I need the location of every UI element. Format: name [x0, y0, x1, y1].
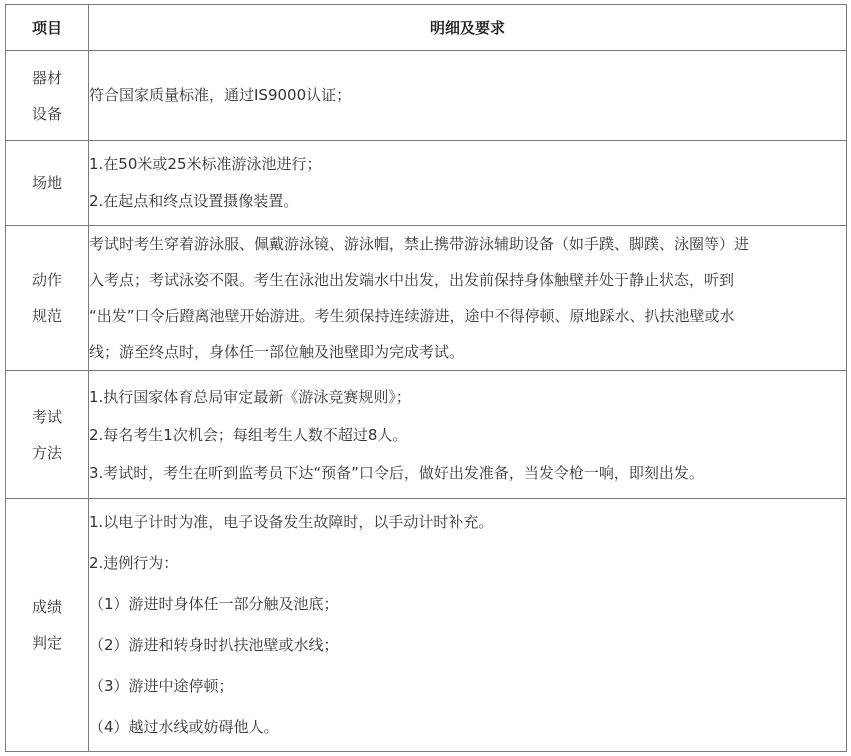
item-cell-method: [6, 371, 89, 499]
item-label-line: 设备: [31, 104, 62, 123]
header-detail: 明细及要求: [89, 5, 847, 51]
item-label-line: 判定: [31, 634, 62, 652]
item-label-line: 场地: [31, 174, 62, 192]
table-row-equipment: [6, 51, 847, 141]
table-row-action: [6, 226, 847, 371]
table-row-method: [6, 371, 847, 499]
detail-line: 线；游至终点时，身体任一部位触及池壁即为完成考试。: [89, 343, 465, 361]
detail-cell-action: [89, 226, 847, 371]
item-label-line: 方法: [31, 443, 62, 462]
detail-line: 考试时考生穿着游泳服、佩戴游泳镜、游泳帽，禁止携带游泳辅助设备（如手蹼、脚蹼、泳圈等）进: [89, 235, 750, 253]
item-label-line: 成绩: [31, 598, 62, 616]
detail-line: 3.考试时，考生在听到监考员下达“预备”口令后，做好出发准备，当发令枪一响，即刻出发。: [89, 463, 704, 482]
item-label-line: 动作: [31, 271, 62, 289]
requirements-table: [5, 4, 847, 752]
detail-line: （3）游进中途停顿；: [89, 677, 234, 695]
detail-cell-method: [89, 371, 847, 499]
detail-line: 入考点；考试泳姿不限。考生在泳池出发端水中出发，出发前保持身体触壁并处于静止状态，听到: [89, 271, 735, 289]
detail-line: 1.执行国家体育总局审定最新《游泳竞赛规则》；: [89, 387, 411, 406]
detail-line: “出发”口令后蹬离池壁开始游进。考生须保持连续游进，途中不得停顿、原地踩水、扒扶池壁或水: [89, 307, 735, 325]
detail-cell-equipment: [89, 51, 847, 141]
item-label-line: 器材: [31, 68, 62, 87]
detail-line: （2）游进和转身时扒扶池壁或水线；: [89, 636, 339, 654]
detail-line: 2.在起点和终点设置摄像装置。: [89, 192, 299, 210]
item-cell-judging: [6, 499, 89, 752]
header-item: 项目: [6, 5, 89, 51]
table-row-judging: [6, 499, 847, 752]
detail-line: （4）越过水线或妨碍他人。: [89, 718, 279, 736]
detail-line: 2.每名考生1次机会；每组考生人数不超过8人。: [89, 425, 408, 444]
item-cell-venue: [6, 141, 89, 226]
table-row-venue: [6, 141, 847, 226]
item-label-line: 规范: [31, 307, 62, 325]
detail-line: 2.违例行为：: [89, 554, 179, 572]
detail-line: 1.以电子计时为准，电子设备发生故障时，以手动计时补充。: [89, 513, 494, 531]
table-header-row: [6, 5, 847, 51]
detail-cell-venue: [89, 141, 847, 226]
item-label-line: 考试: [31, 407, 62, 426]
item-cell-equipment: [6, 51, 89, 141]
item-cell-action: [6, 226, 89, 371]
detail-line: （1）游进时身体任一部分触及池底；: [89, 595, 339, 613]
detail-text: 符合国家质量标准，通过IS9000认证；: [89, 86, 352, 104]
detail-cell-judging: [89, 499, 847, 752]
detail-line: 1.在50米或25米标准游泳池进行；: [89, 155, 322, 173]
